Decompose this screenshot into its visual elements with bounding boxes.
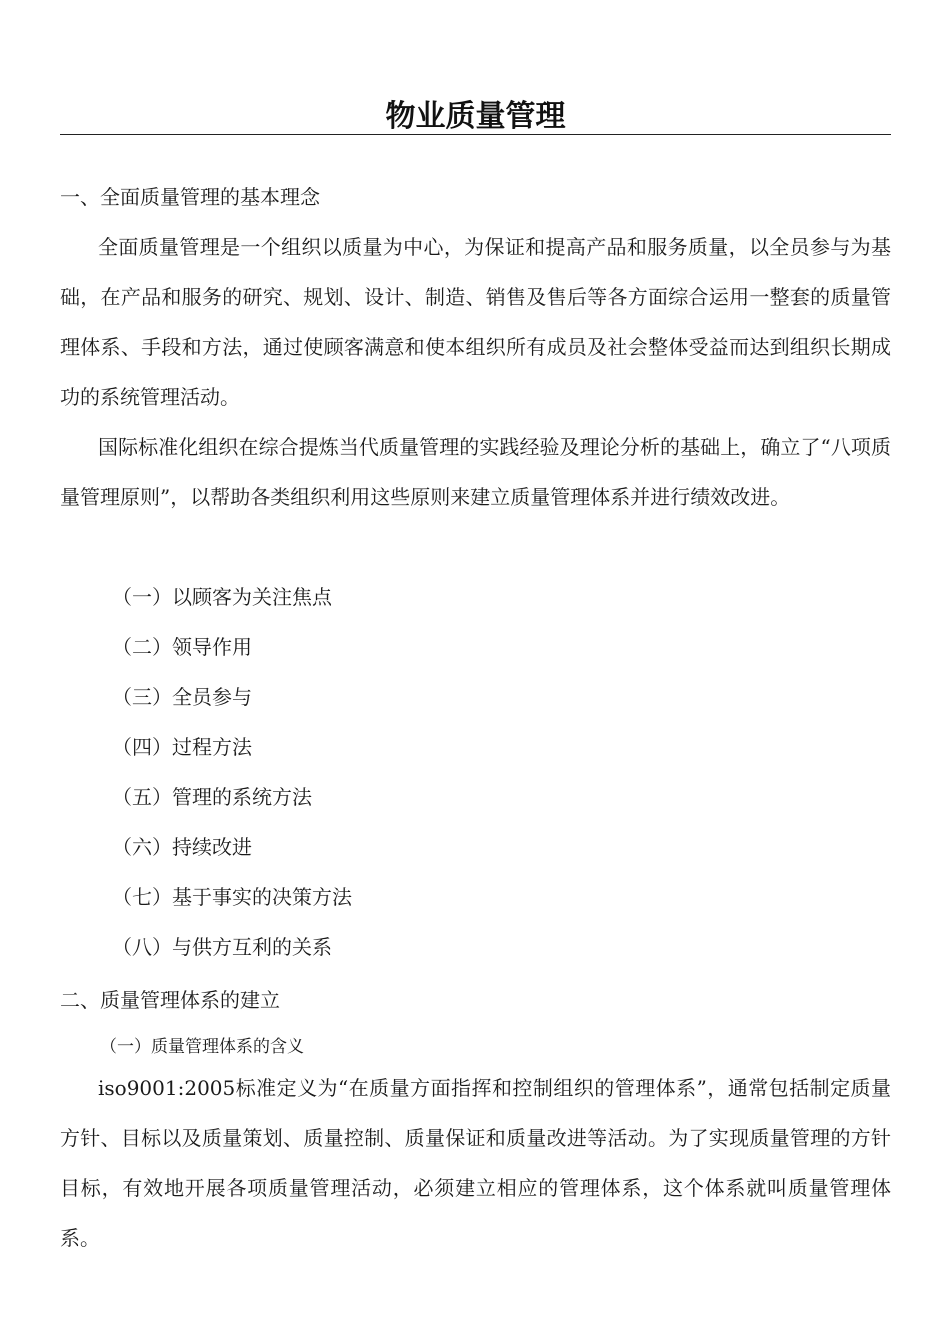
principle-item: （八）与供方互利的关系 — [112, 935, 332, 959]
section-heading-1: 一、全面质量管理的基本理念 — [60, 185, 320, 209]
principle-item: （六）持续改进 — [112, 835, 252, 859]
section2-subheading: （一）质量管理体系的含义 — [100, 1037, 304, 1057]
document-title: 物业质量管理 — [385, 99, 566, 134]
principle-item: （一）以顾客为关注焦点 — [112, 585, 332, 609]
title-underline — [60, 134, 891, 135]
principles-list — [112, 572, 352, 972]
principle-item: （三）全员参与 — [112, 685, 252, 709]
principle-item: （四）过程方法 — [112, 735, 252, 759]
principle-item: （七）基于事实的决策方法 — [112, 885, 352, 909]
principle-item: （二）领导作用 — [112, 635, 252, 659]
section1-paragraph-2: 国际标准化组织在综合提炼当代质量管理的实践经验及理论分析的基础上，确立了“八项质量管理原则”，以帮助各类组织利用这些原则来建立质量管理体系并进行绩效改进。 — [60, 435, 891, 509]
section2-paragraph-1: iso9001:2005标准定义为“在质量方面指挥和控制组织的管理体系”，通常包括制定质量方针、目标以及质量策划、质量控制、质量保证和质量改进等活动。为了实现质量管理的方针目标，有效地开展各项质量管理活动，必须建立相应的管理体系，这个体系就叫质量管理体系。 — [60, 1076, 891, 1250]
principle-item: （五）管理的系统方法 — [112, 785, 312, 809]
section1-paragraph-1: 全面质量管理是一个组织以质量为中心，为保证和提高产品和服务质量，以全员参与为基础，在产品和服务的研究、规划、设计、制造、销售及售后等各方面综合运用一整套的质量管理体系、手段和方法，通过使顾客满意和使本组织所有成员及社会整体受益而达到组织长期成功的系统管理活动。 — [60, 235, 891, 409]
section-heading-2: 二、质量管理体系的建立 — [60, 988, 280, 1012]
